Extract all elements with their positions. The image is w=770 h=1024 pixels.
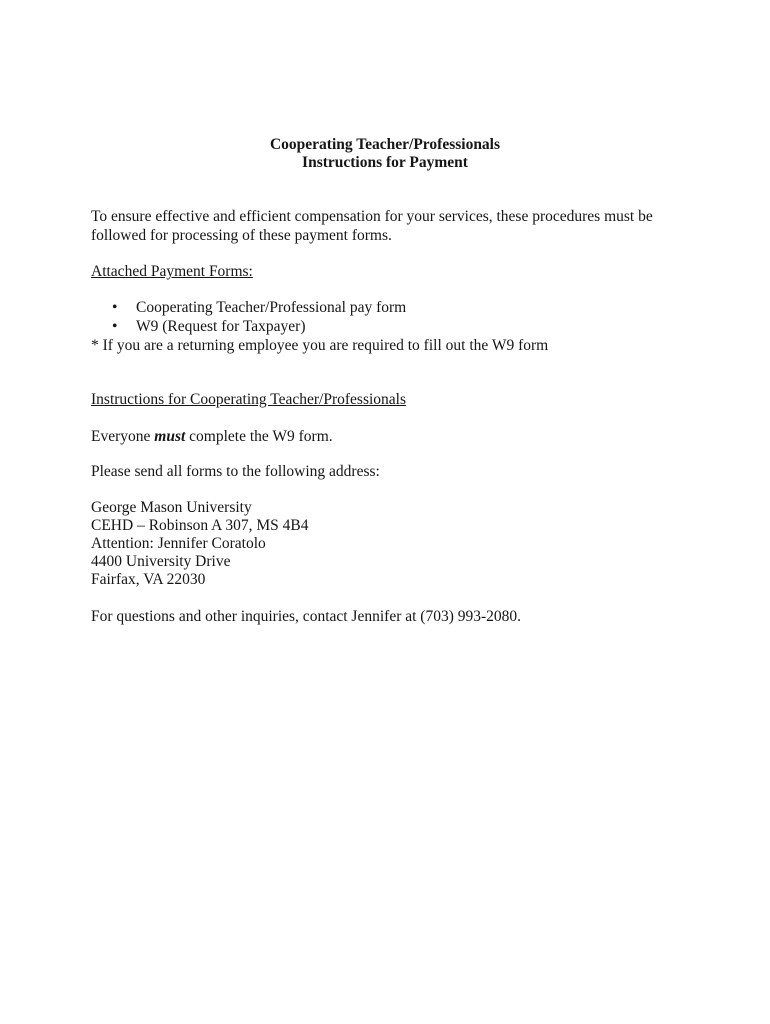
instructions-heading: Instructions for Cooperating Teacher/Professionals bbox=[91, 391, 407, 408]
address-line-5: Fairfax, VA 22030 bbox=[91, 571, 206, 588]
everyone-line bbox=[91, 428, 333, 446]
document-title bbox=[0, 136, 770, 172]
address-line-4: 4400 University Drive bbox=[91, 553, 231, 570]
address-line-2: CEHD – Robinson A 307, MS 4B4 bbox=[91, 517, 309, 534]
attached-forms-heading: Attached Payment Forms: bbox=[91, 263, 253, 280]
intro-line-2: followed for processing of these payment forms. bbox=[91, 227, 392, 244]
returning-employee-note: * If you are a returning employee you are required to fill out the W9 form bbox=[91, 337, 549, 354]
list-item bbox=[112, 318, 306, 336]
intro-line-1: To ensure effective and efficient compensation for your services, these procedures must be bbox=[91, 208, 653, 225]
send-forms-line: Please send all forms to the following address: bbox=[91, 463, 380, 480]
bullet-icon: • bbox=[112, 318, 118, 335]
list-item-label: Cooperating Teacher/Professional pay form bbox=[136, 299, 407, 316]
address-line-3: Attention: Jennifer Coratolo bbox=[91, 535, 266, 552]
list-item bbox=[112, 299, 406, 317]
list-item-label: W9 (Request for Taxpayer) bbox=[136, 318, 306, 335]
address-line-1: George Mason University bbox=[91, 499, 252, 516]
everyone-post: complete the W9 form. bbox=[185, 428, 333, 445]
title-line-2: Instructions for Payment bbox=[302, 154, 468, 171]
title-line-1: Cooperating Teacher/Professionals bbox=[269, 136, 501, 153]
everyone-pre: Everyone bbox=[91, 428, 155, 445]
everyone-emphasis: must bbox=[154, 428, 186, 445]
contact-line: For questions and other inquiries, contact Jennifer at (703) 993-2080. bbox=[91, 608, 522, 625]
bullet-icon: • bbox=[112, 299, 118, 316]
